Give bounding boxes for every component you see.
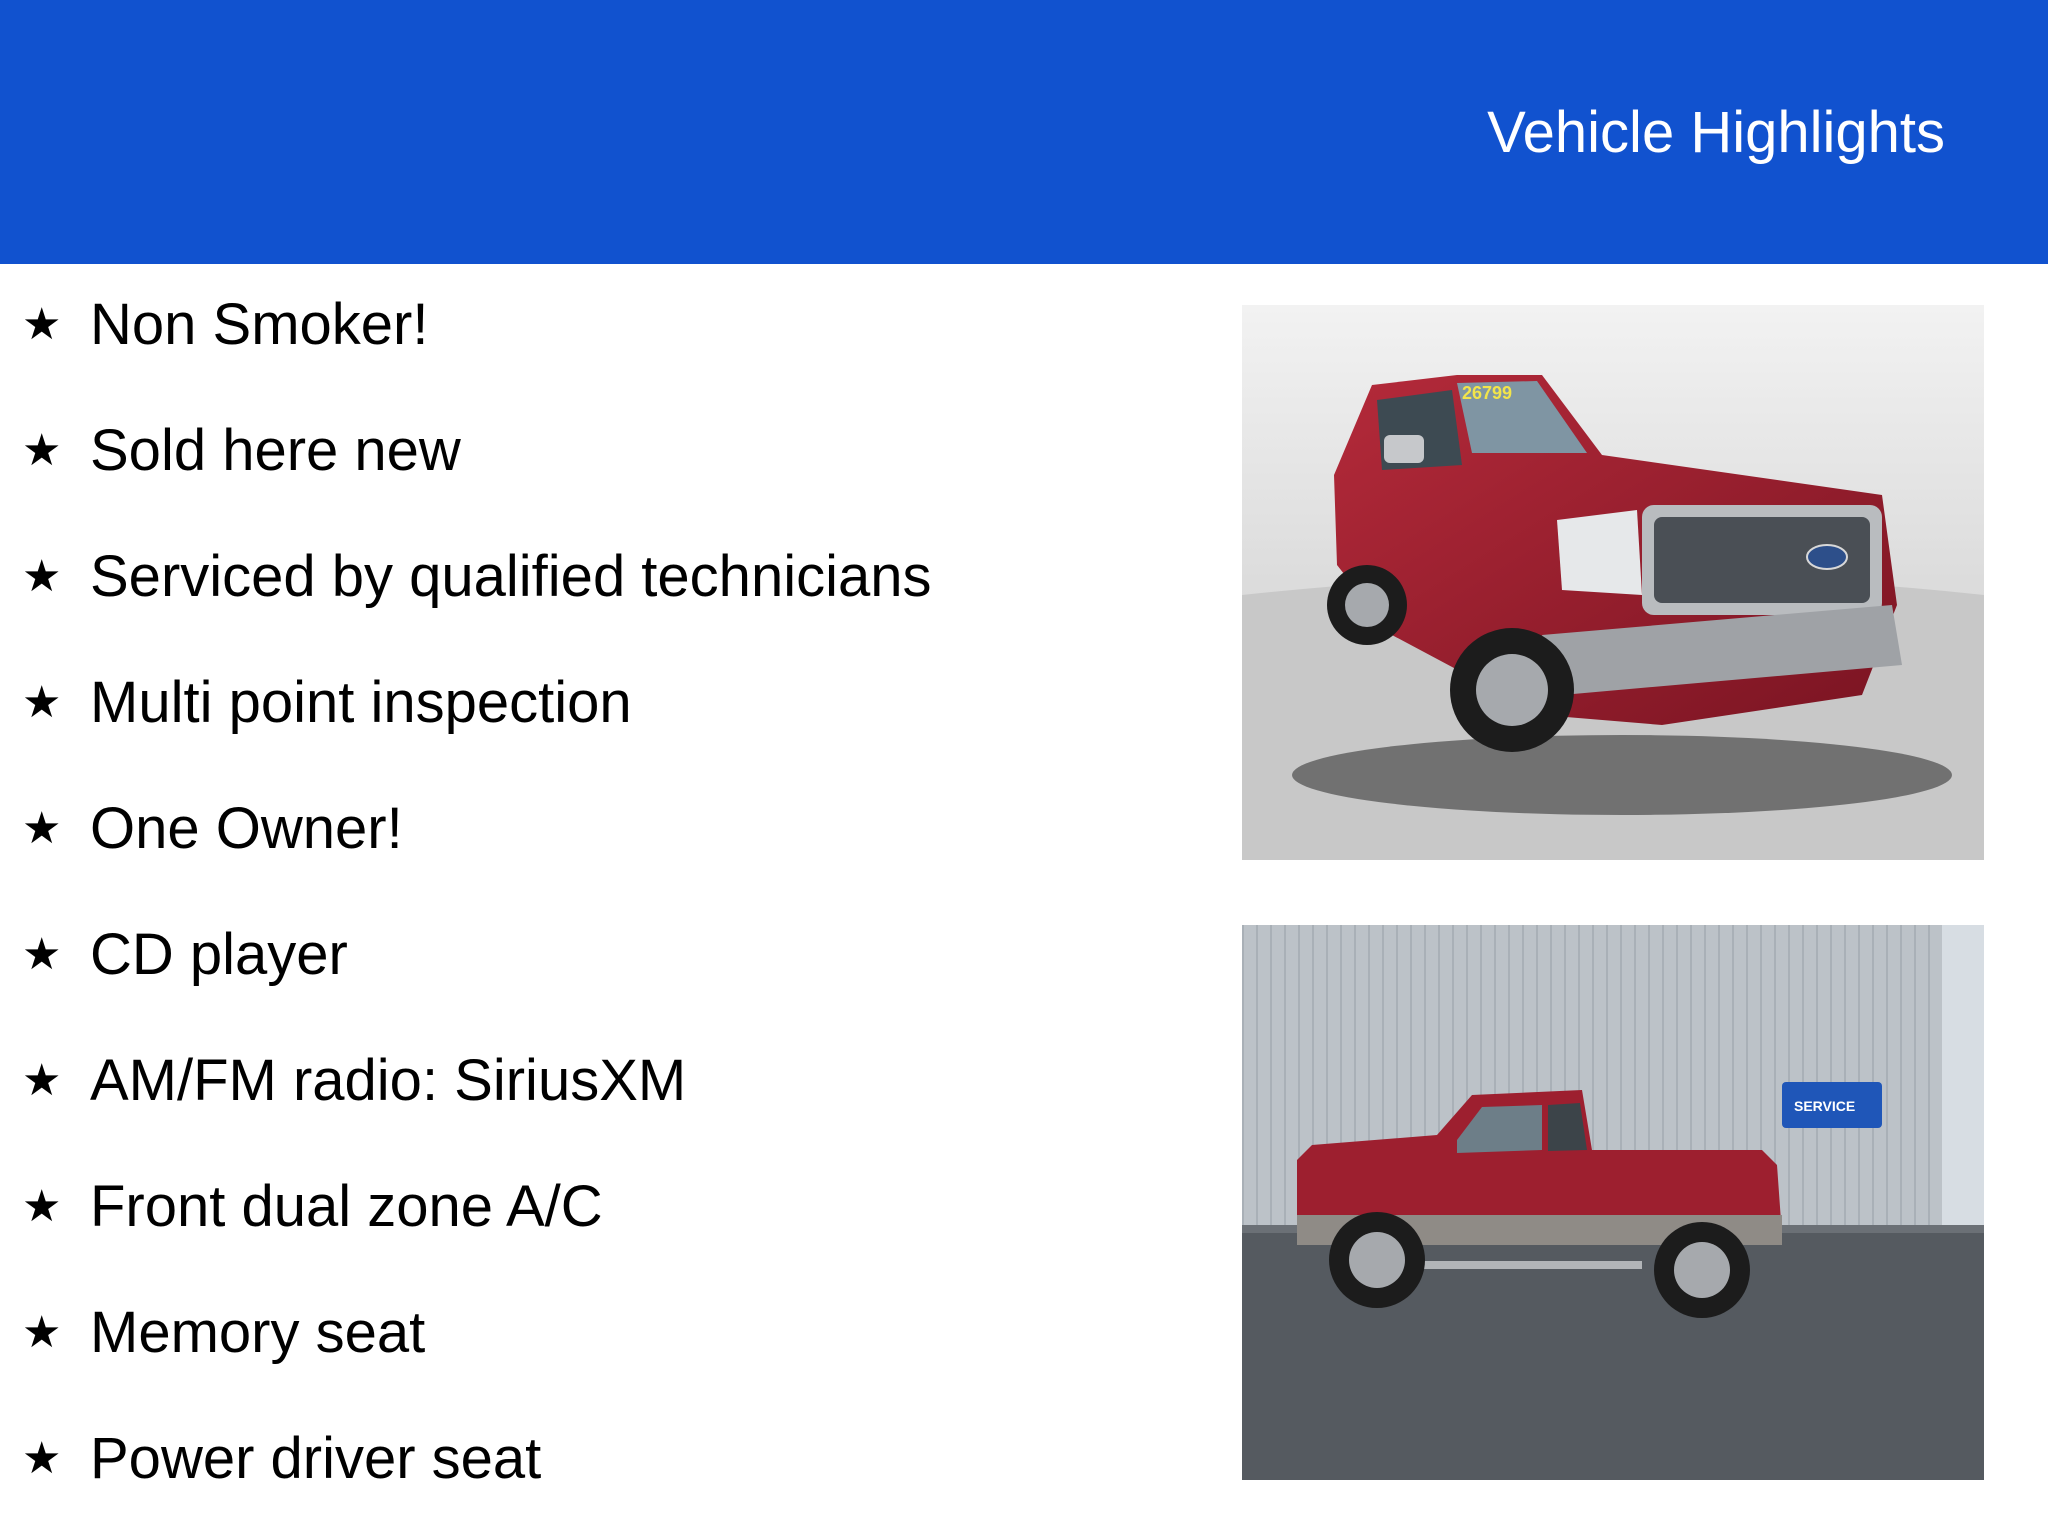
header-bar [0, 0, 2048, 264]
highlight-label: Memory seat [90, 1300, 426, 1365]
list-item [22, 1298, 1202, 1424]
windshield-price: 26799 [1462, 383, 1513, 403]
star-icon: ★ [22, 1307, 62, 1358]
highlight-label: Multi point inspection [90, 670, 632, 735]
list-item [22, 1424, 1202, 1536]
headlight [1557, 510, 1642, 595]
service-sign-text: SERVICE [1794, 1098, 1856, 1114]
highlights-list [22, 290, 1202, 1536]
list-item [22, 1046, 1202, 1172]
highlight-label: One Owner! [90, 796, 403, 861]
highlight-label: AM/FM radio: SiriusXM [90, 1048, 687, 1113]
list-item [22, 668, 1202, 794]
star-icon: ★ [22, 1181, 62, 1232]
front-rim [1476, 654, 1548, 726]
star-icon: ★ [22, 551, 62, 602]
rear-rim [1345, 583, 1389, 627]
list-item [22, 542, 1202, 668]
highlight-label: Serviced by qualified technicians [90, 544, 932, 609]
side-mirror [1384, 435, 1424, 463]
list-item [22, 920, 1202, 1046]
list-item [22, 794, 1202, 920]
truck-side-illustration [1242, 925, 1984, 1480]
list-item [22, 290, 1202, 416]
star-icon: ★ [22, 425, 62, 476]
running-board [1402, 1261, 1642, 1269]
list-item [22, 1172, 1202, 1298]
page-title: Vehicle Highlights [1487, 100, 1945, 165]
truck-side-photo [1242, 925, 1984, 1480]
highlight-label: Sold here new [90, 418, 461, 483]
star-icon: ★ [22, 677, 62, 728]
truck-front-illustration [1242, 305, 1984, 860]
front-rim [1349, 1232, 1405, 1288]
rear-rim [1674, 1242, 1730, 1298]
sky [1942, 925, 1984, 1225]
list-item [22, 416, 1202, 542]
star-icon: ★ [22, 299, 62, 350]
ford-logo-icon [1807, 545, 1847, 569]
highlight-label: Non Smoker! [90, 292, 429, 357]
star-icon: ★ [22, 1055, 62, 1106]
truck-shadow [1292, 735, 1952, 815]
highlight-label: Front dual zone A/C [90, 1174, 603, 1239]
star-icon: ★ [22, 803, 62, 854]
star-icon: ★ [22, 1433, 62, 1484]
highlight-label: CD player [90, 922, 348, 987]
highlight-label: Power driver seat [90, 1426, 542, 1491]
truck-front-photo [1242, 305, 1984, 860]
star-icon: ★ [22, 929, 62, 980]
